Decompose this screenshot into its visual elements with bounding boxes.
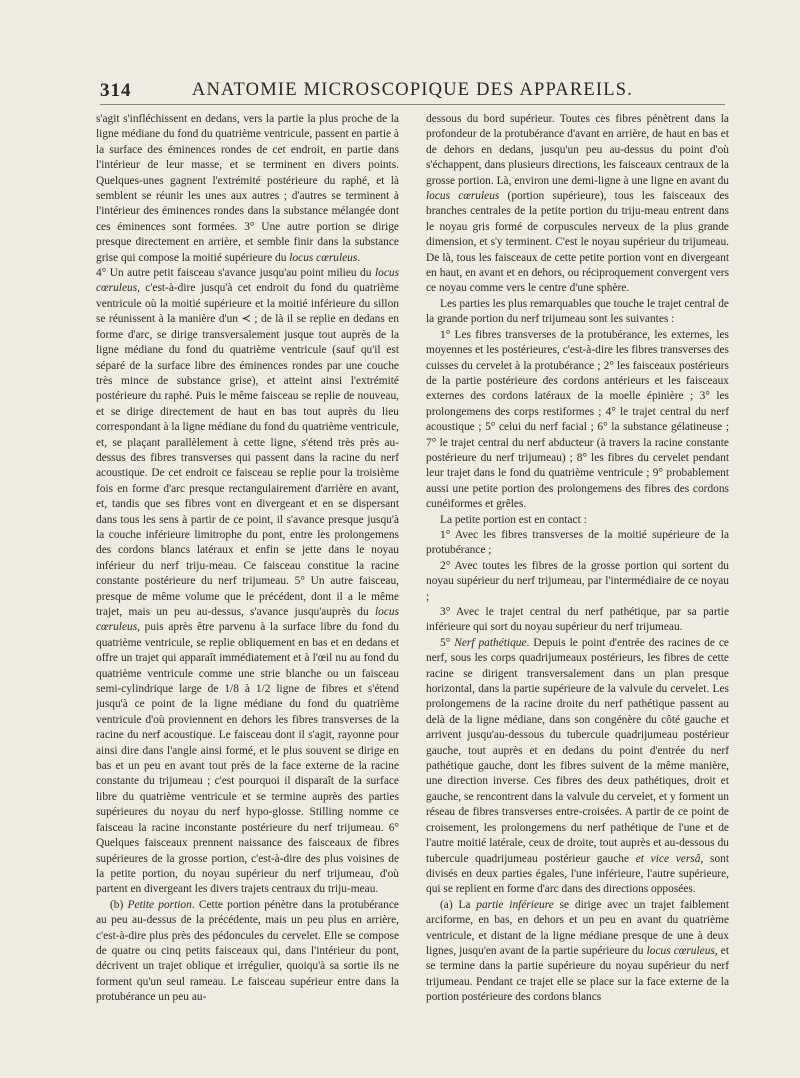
page-header xyxy=(100,80,725,105)
left-column xyxy=(96,112,399,1042)
paragraph: 3° Avec le trajet central du nerf pathétique, par sa partie inférieure qui sort du noyau supérieur du nerf trijumeau. xyxy=(426,606,729,634)
paragraph: s'agit s'infléchissent en dedans, vers la partie la plus proche de la ligne médiane du fond du quatrième ventricule, passent en partie à la surface des éminences rondes de cet endroit, en partie dans l'intérieur de leur masse, et se terminent en divers points. Quelques-unes gagnent l'extrémité postérieure du raphé, et là semblent se réunir les unes aux autres ; d'autres se terminent à l'intérieur des éminences rondes dans la substance mélangée dont ces éminences sont formées. 3° Une autre portion se dirige presque directement en arrière, et semble finir dans la substance grise qui compose la moitié supérieure du locus cœruleus. xyxy=(96,113,399,264)
paragraph: (a) La partie inférieure se dirige avec un trajet faiblement arciforme, en bas, en dehors et un peu en avant du quatrième ventricule, et distant de la ligne médiane presque de une à deux lignes, jusqu'en avant de la partie supérieure du locus cœruleus, et se termine dans la partie supérieure du noyau supérieur du nerf trijumeau. Pendant ce trajet elle se place sur la face externe de la portion postérieure des cordons blancs xyxy=(426,898,729,1004)
paragraph: Les parties les plus remarquables que touche le trajet central de la grande portion du nerf trijumeau sont les suivantes : xyxy=(426,297,729,326)
paragraph: La petite portion est en contact : xyxy=(440,513,587,526)
paragraph: 4° Un autre petit faisceau s'avance jusqu'au point milieu du locus cœruleus, c'est-à-dire jusqu'à cet endroit du fond du quatrième ventricule où la moitié supérieure et la moitié inférieure du sillon se réunissent à la manière d'un ≺ ; de là il se replie en dedans en forme d'arc, se dirige transversalement jusque tout auprès de la ligne médiane du fond du quatrième ventricule (sauf qu'il est séparé de la surface libre des éminences rondes par une couche très mince de substance grise), et atteint ainsi l'extrémité postérieure du raphé. Puis le même faisceau se replie de nouveau, et se dirige directement de haut en bas tout auprès du lieu correspondant à la ligne médiane du fond du quatrième ventricule, et, se plaçant parallèlement à cette ligne, s'étend très près au-dessus des fibres transverses qui passent dans la racine du nerf acoustique. De cet endroit ce faisceau se replie pour la troisième fois en forme d'arc presque rectangulairement d'arrière en avant, et, tandis que ses fibres vont en divergeant et en se dispersant dans tous les sens à partir de ce point, il s'avance presque jusqu'à la couche inférieure limitrophe du pont, entre les prolongemens des cordons blancs latéraux et enfin se jette dans le noyau inférieur du nerf triju-meau. Ce faisceau constitue la racine constante postérieure du nerf trijumeau. 5° Un autre faisceau, presque de même volume que le précédent, dont il a le même trajet, mais un peu au-dessus, s'avance jusqu'auprès du locus cœruleus, puis après être parvenu à la surface libre du fond du quatrième ventricule, se replie obliquement en bas et en dedans et offre un trajet qui apparaît immédiatement et à l'œil nu au fond du quatrième ventricule comme une strie blanche ou un faisceau semi-cylindrique large de 1/8 à 1/2 ligne de fibres et s'étend jusqu'à ce point de la ligne médiane du fond du quatrième ventricule d'où proviennent en dehors les fibres transverses de la racine du nerf acoustique. Le faisceau dont il s'agit, rayonne pour ainsi dire dans l'angle ainsi formé, et le plus souvent se dirige en bas et un peu en avant tout près de la face externe de la racine constante du trijumeau ; c'est pourquoi il disparaît de la surface libre du quatrième ventricule et se termine auprès des parties supérieures du noyau du nerf hypo-glosse. Stilling nomme ce faisceau la racine inconstante postérieure du nerf trijumeau. 6° Quelques faisceaux prennent naissance des faisceaux de fibres supérieures de la grosse portion, c'est-à-dire des plus voisines de la petite portion, du noyau supérieur du nerf trijumeau, d'où partent en divergeant les divers trajets centraux du triju-meau. xyxy=(96,267,399,896)
page-number: 314 xyxy=(100,80,132,101)
paragraph: 2° Avec toutes les fibres de la grosse portion qui sortent du noyau supérieur du nerf trijumeau, par l'intermédiaire de ce noyau ; xyxy=(426,559,729,603)
paragraph: 1° Les fibres transverses de la protubérance, les externes, les moyennes et les postérieures, c'est-à-dire les fibres transverses des cuisses du cervelet à la protubérance ; 2° les faisceaux postérieurs de la partie postérieure des cordons antérieurs et les faisceaux externes des cordons latéraux de la moelle épinière ; 3° les prolongemens des corps restiformes ; 4° le trajet central du nerf acoustique ; 5° celui du nerf facial ; 6° la substance gélatineuse ; 7° le trajet central du nerf abducteur (à travers la racine constante postérieure du nerf trijumeau) ; 8° les fibres du cervelet pendant leur trajet dans le fond du quatrième ventricule ; 9° probablement aussi une petite portion des prolongemens des fibres des cordons cunéiformes et grêles. xyxy=(426,328,729,511)
paragraph: dessous du bord supérieur. Toutes ces fibres pénètrent dans la profondeur de la protubérance d'avant en arrière, de haut en bas et de dehors en dedans, jusqu'un peu au-dessus du point d'où s'échappent, dans plusieurs directions, les faisceaux centraux de la grosse portion. Là, environ une demi-ligne à une ligne en avant du locus cœruleus (portion supérieure), tous les faisceaux des branches centrales de la petite portion du triju-meau entrent dans le noyau gris formé de corpuscules nerveux de la plus grande dimension, et s'y terminent. C'est le noyau supérieur du trijumeau. De là, tous les faisceaux de cette petite portion vont en divergeant en haut, en avant et en dehors, ou réciproquement convergent vers ce noyau comme vers le centre d'une sphère. xyxy=(426,113,729,295)
paragraph: 5° Nerf pathétique. Depuis le point d'entrée des racines de ce nerf, sous les corps quadrijumeaux postérieurs, les fibres de cette racine se dirigent transversalement dans un plan presque horizontal, dans la partie supérieure de la valvule du cervelet. Les prolongemens de la racine droite du nerf pathétique passent au delà de la ligne médiane, dans son congénère du côté gauche et arrivent jusqu'au-dessous du tubercule quadrijumeau postérieur gauche, tout auprès et en dedans du point d'entrée du nerf pathétique gauche, dont les fibres suivent de la même manière, une direction inverse. Ces fibres des deux pathétiques, droit et gauche, se rencontrent dans la valvule du cervelet, et y forment un réseau de fibres transverses entre-croisées. A partir de ce point de croisement, les prolongemens du nerf pathétique de l'une et de l'autre moitié latérale, ceux de droite, tout auprès et au-dessous du tubercule quadrijumeau postérieur gauche et vice versâ, sont divisés en deux parties égales, l'une inférieure, l'autre supérieure, qui se replient en forme d'arc dans des directions opposées. xyxy=(426,636,729,896)
paragraph: (b) Petite portion. Cette portion pénètre dans la protubérance au peu au-dessus de la précédente, mais un peu plus en arrière, c'est-à-dire plus près des pédoncules du cervelet. Elle se compose de quatre ou cinq petits faisceaux qui, dans l'intérieur du pont, décrivent un trajet oblique et irrégulier, quoiqu'à sa sortie ils ne forment qu'un seul rameau. Le faisceau supérieur entre dans la protubérance un peu au- xyxy=(96,898,399,1004)
paragraph: 1° Avec les fibres transverses de la moitié supérieure de la protubérance ; xyxy=(426,528,729,557)
running-title: ANATOMIE MICROSCOPIQUE DES APPAREILS. xyxy=(191,80,634,100)
right-column xyxy=(426,112,729,1042)
